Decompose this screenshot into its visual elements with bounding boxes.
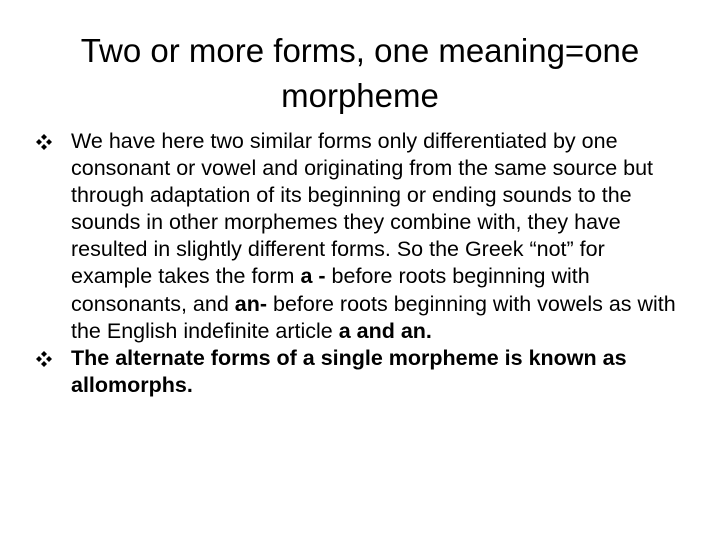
text-segment: before roots beginning with vowels as with the English indefinite article bbox=[71, 291, 676, 343]
slide-title bbox=[36, 28, 684, 118]
diamond-bullet-icon bbox=[36, 349, 66, 369]
bold-term-a: a bbox=[300, 264, 313, 289]
bold-term-a-and-an: a and an. bbox=[338, 318, 432, 343]
title-line-2: morpheme bbox=[281, 77, 439, 114]
bold-term-an: an- bbox=[234, 291, 268, 316]
text-segment: before roots beginning with consonants, and bbox=[71, 264, 590, 316]
bullet-item-allomorph-description bbox=[36, 128, 690, 345]
diamond-bullet-icon bbox=[36, 132, 66, 152]
bold-term-dash: - bbox=[318, 264, 326, 289]
bullet-text-2: The alternate forms of a single morpheme is known as allomorphs. bbox=[71, 345, 627, 397]
text-segment: We have here two similar forms only differentiated by one consonant or vowel and originating from the same source but through adaptation of its beginning or ending sounds to the sounds in other morphemes they combine with, they have resulted in slightly different forms. So the Greek “not” for example takes the form bbox=[71, 129, 654, 289]
bullet-list bbox=[36, 128, 690, 399]
bullet-text-1 bbox=[71, 129, 676, 343]
title-line-1: Two or more forms, one meaning=one bbox=[80, 32, 640, 69]
bullet-item-allomorph-definition bbox=[36, 345, 690, 399]
